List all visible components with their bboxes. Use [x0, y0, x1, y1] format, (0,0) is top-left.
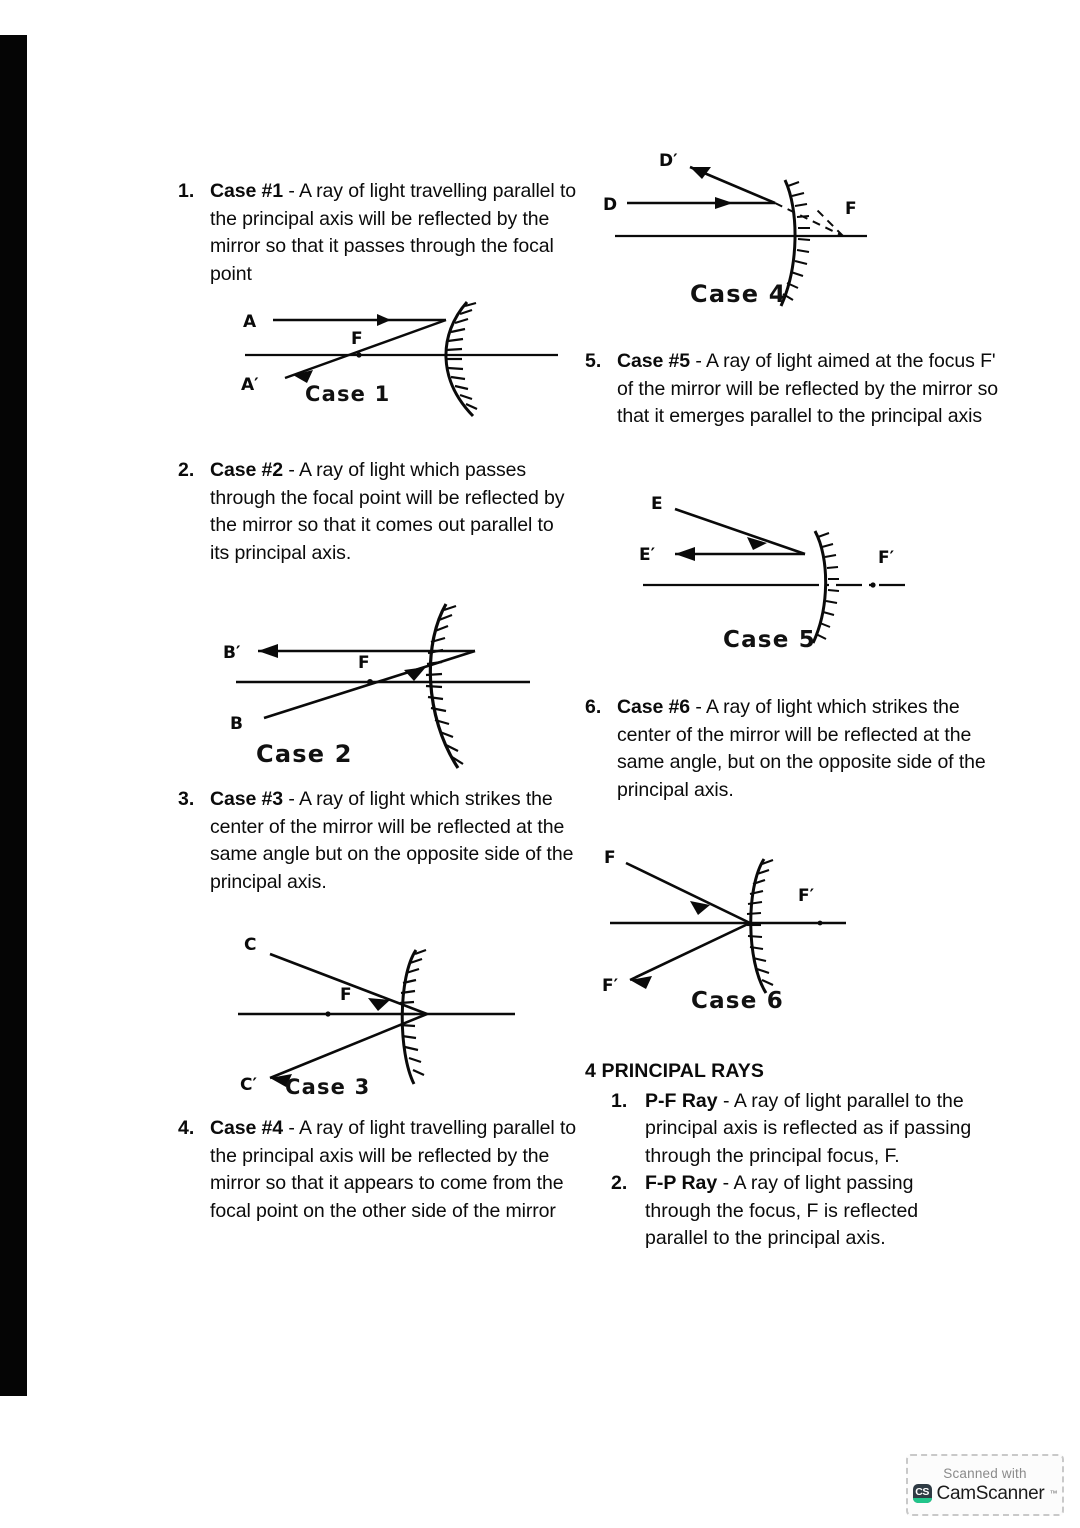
case-body-text: A ray of light travelling parallel to the principal axis will be reflected by the mirror so that it passes through the focal point [210, 180, 577, 285]
ray-label-f: F [604, 848, 616, 868]
list-text [210, 788, 573, 893]
figure-caption-case-2: Case 2 [256, 740, 353, 768]
ray-label-e-prime: E′ [639, 545, 656, 565]
ray-label-d-prime: D′ [659, 151, 678, 171]
scan-edge-band [0, 35, 27, 1396]
list-number: 2. [611, 1172, 628, 1194]
focal-label-f: F [340, 985, 352, 1005]
case-dash: - [283, 459, 299, 481]
figure-case-4 [595, 148, 885, 308]
figure-caption-case-6: Case 6 [691, 988, 784, 1014]
ray-label-d: D [603, 195, 618, 215]
list-number: 5. [585, 350, 602, 372]
ray-label-c: C [244, 935, 257, 955]
camscanner-scanned-with-label: Scanned with [943, 1465, 1027, 1481]
case-dash: - [283, 1117, 299, 1139]
principal-rays-section [585, 1058, 975, 1253]
list-text [617, 696, 986, 801]
ray-label-a: A [243, 312, 257, 332]
case-body-text: A ray of light which strikes the center of the mirror will be reflected at the same angle, but on the opposite side of the principal axis. [617, 696, 986, 801]
case-body-text: A ray of light which strikes the center of the mirror will be reflected at the same angle but on the opposite side of the principal axis. [210, 788, 574, 893]
focal-label-f-prime: F′ [878, 548, 895, 568]
focal-label-f: F [845, 199, 857, 219]
list-number: 3. [178, 788, 195, 810]
list-text [645, 1090, 971, 1167]
ray-label-e: E [651, 494, 663, 514]
list-text [210, 459, 564, 564]
figure-case-6 [598, 845, 888, 1014]
ray-label-f-prime-lower: F′ [602, 976, 619, 996]
list-number: 6. [585, 696, 602, 718]
list-text [645, 1172, 918, 1249]
case-lead-label: Case #1 [210, 180, 284, 202]
figure-caption-case-4: Case 4 [690, 280, 787, 308]
list-text [617, 350, 998, 427]
list-item-case-5 [585, 348, 1002, 431]
principal-rays-heading: 4 PRINCIPAL RAYS [585, 1060, 764, 1082]
ray-dash: - [717, 1172, 734, 1194]
list-item-case-6 [585, 694, 1007, 804]
ray-lead-label: F-P Ray [645, 1172, 718, 1194]
list-item-case-3 [178, 786, 578, 896]
principal-ray-item-1 [611, 1088, 975, 1171]
case-lead-label: Case #3 [210, 788, 284, 810]
camscanner-brand-name: CamScanner [936, 1482, 1045, 1504]
list-text [210, 180, 576, 285]
camscanner-trademark: ™ [1049, 1489, 1058, 1498]
list-text [210, 1117, 576, 1222]
list-number: 4. [178, 1117, 195, 1139]
principal-ray-item-2 [611, 1170, 975, 1253]
figure-caption-case-5: Case 5 [723, 627, 816, 653]
focal-label-f: F [351, 329, 363, 349]
list-number: 1. [611, 1089, 628, 1112]
ray-dash: - [717, 1089, 734, 1112]
figure-caption-case-3: Case 3 [285, 1075, 371, 1099]
camscanner-logo-icon [913, 1484, 932, 1503]
list-item-case-2 [178, 457, 578, 567]
case-body-text: A ray of light travelling parallel to the principal axis will be reflected by the mirror so that it appears to come from the focal point on the other side of the mirror [210, 1117, 577, 1222]
figure-case-3 [230, 932, 530, 1099]
figure-case-2 [218, 596, 538, 776]
figure-caption-case-1: Case 1 [305, 382, 391, 406]
list-number: 1. [178, 180, 195, 202]
list-number: 2. [178, 459, 195, 481]
ray-body-text: A ray of light parallel to the principal axis is reflected as if passing through the principal focus, F. [645, 1089, 972, 1167]
camscanner-logo-text: CS [915, 1486, 929, 1498]
figure-case-1 [233, 300, 563, 420]
list-item-case-1 [178, 178, 578, 288]
case-dash: - [283, 180, 299, 202]
ray-label-b-prime: B′ [223, 643, 241, 663]
ray-label-f-prime-right: F′ [798, 886, 815, 906]
case-dash: - [283, 788, 299, 810]
list-item-case-4 [178, 1115, 578, 1225]
ray-label-b: B [230, 714, 243, 734]
ray-lead-label: P-F Ray [645, 1089, 718, 1112]
ray-label-a-prime: A′ [241, 375, 259, 395]
ray-label-c-prime: C′ [240, 1075, 257, 1092]
focal-label-f: F [358, 653, 370, 673]
case-lead-label: Case #6 [617, 696, 691, 718]
ray-body-text: A ray of light passing through the focus, F is reflected parallel to the principal axis. [645, 1172, 919, 1249]
case-body-text: A ray of light which passes through the focal point will be reflected by the mirror so that it comes out parallel to its principal axis. [210, 459, 565, 564]
case-lead-label: Case #2 [210, 459, 284, 481]
case-lead-label: Case #4 [210, 1117, 284, 1139]
case-dash: - [690, 350, 706, 372]
figure-case-5 [633, 487, 933, 653]
camscanner-watermark [906, 1454, 1064, 1516]
case-lead-label: Case #5 [617, 350, 691, 372]
camscanner-brand-row [913, 1483, 1058, 1505]
case-body-text: A ray of light aimed at the focus F' of the mirror will be reflected by the mirror so that it emerges parallel to the principal axis [617, 350, 998, 427]
case-dash: - [690, 696, 706, 718]
